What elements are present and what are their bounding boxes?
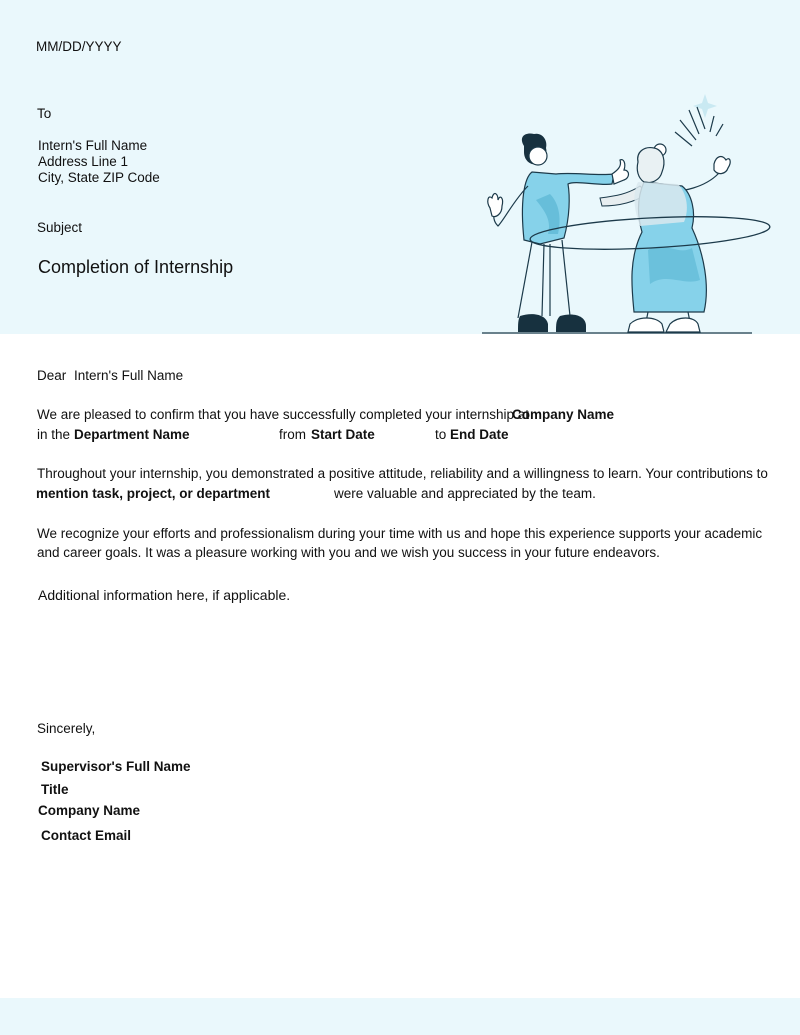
company-name-field: Company Name — [512, 407, 615, 422]
subject-title: Completion of Internship — [38, 257, 234, 277]
signature-company: Company Name — [38, 803, 141, 818]
celebration-illustration — [478, 90, 778, 336]
recipient-address: Address Line 1 — [38, 154, 129, 169]
to-label: To — [37, 106, 52, 121]
start-date-field: Start Date — [311, 427, 375, 442]
paragraph3: We recognize your efforts and professionalism during your time with us and hope this experience supports your academic and career goals. It was a pleasure working with you and we wish you success in your future endeavors. — [37, 526, 763, 560]
letter-date: MM/DD/YYYY — [36, 39, 122, 54]
recipient-name: Intern's Full Name — [38, 138, 148, 153]
paragraph1-text-a: We are pleased to confirm that you have successfully completed your internship at — [37, 407, 530, 422]
paragraph2-line1: Throughout your internship, you demonstrated a positive attitude, reliability and a willingness to learn. Your contributions to — [37, 466, 768, 481]
footer-band — [0, 998, 800, 1035]
subject-label: Subject — [37, 220, 83, 235]
closing: Sincerely, — [37, 721, 96, 736]
mention-field: mention task, project, or department — [36, 486, 271, 501]
greeting-dear: Dear — [37, 368, 67, 383]
signature-email: Contact Email — [41, 828, 132, 843]
signature-name: Supervisor's Full Name — [41, 759, 191, 774]
recipient-city: City, State ZIP Code — [38, 170, 160, 185]
paragraph2-line2: were valuable and appreciated by the team. — [334, 486, 596, 501]
greeting-name: Intern's Full Name — [74, 368, 184, 383]
additional-info: Additional information here, if applicable. — [38, 587, 291, 603]
end-date-field: End Date — [450, 427, 509, 442]
paragraph1-from: from — [279, 427, 306, 442]
signature-title: Title — [41, 782, 69, 797]
greeting — [37, 368, 183, 384]
paragraph1-in-the: in the — [37, 427, 71, 442]
paragraph1-to: to — [435, 427, 447, 442]
department-name-field: Department Name — [74, 427, 190, 442]
